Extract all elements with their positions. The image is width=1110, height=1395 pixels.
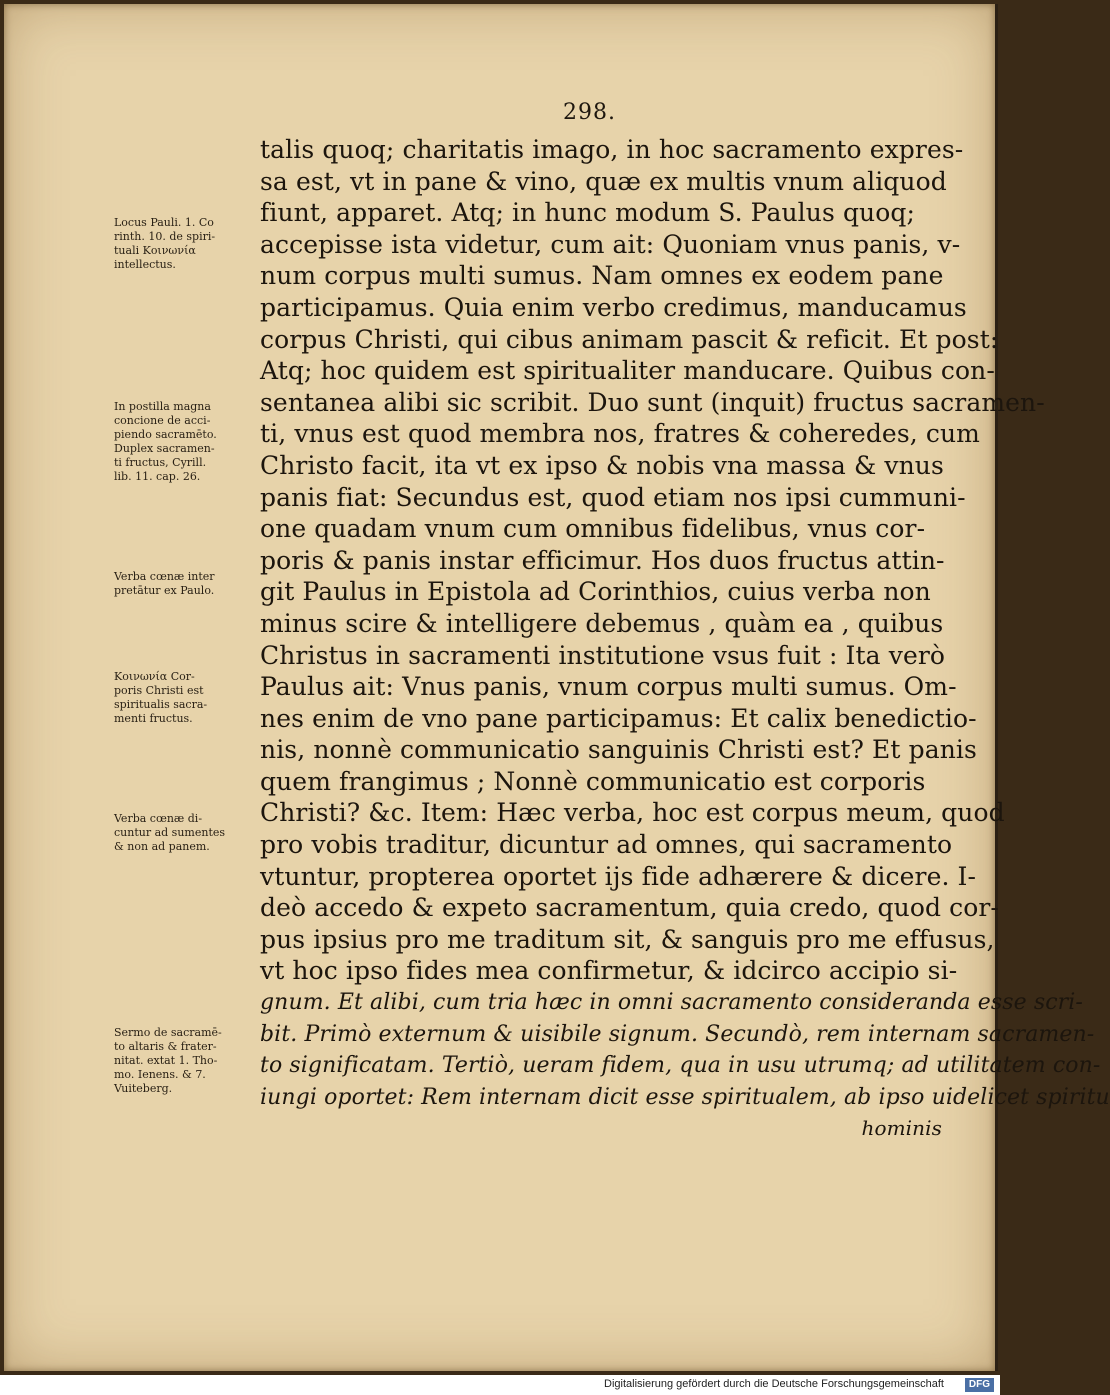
text-line: accepisse ista videtur, cum ait: Quoniam vnus panis, v- xyxy=(260,229,961,259)
margin-note-line: menti fructus. xyxy=(114,712,193,725)
margin-note xyxy=(114,570,272,598)
text-line: to significatam. Tertiò, ueram fidem, qua in usu utrumq; ad utilitatem con- xyxy=(260,1053,1101,1079)
margin-note-line: Sermo de sacramē- xyxy=(114,1026,222,1039)
margin-note xyxy=(114,400,272,484)
margin-note-line: nitat. extat 1. Tho- xyxy=(114,1054,218,1067)
margin-note xyxy=(114,1026,272,1096)
margin-note-line: rinth. 10. de spiri- xyxy=(114,230,216,243)
text-line: poris & panis instar efficimur. Hos duos fructus attin- xyxy=(260,545,945,575)
margin-note-line: intellectus. xyxy=(114,258,176,271)
margin-note xyxy=(114,812,272,854)
margin-note-line: cuntur ad sumentes xyxy=(114,826,226,839)
text-line: one quadam vnum cum omnibus fidelibus, vnus cor- xyxy=(260,514,926,544)
book-page xyxy=(4,4,1110,1371)
margin-note-line: spiritualis sacra- xyxy=(114,698,208,711)
text-line: nis, nonnè communicatio sanguinis Christi est? Et panis xyxy=(260,735,977,765)
catchword: hominis xyxy=(861,1116,942,1141)
text-line: vt hoc ipso fides mea confirmetur, & idcirco accipio si- xyxy=(260,956,958,986)
text-line: bit. Primò externum & uisibile signum. Secundò, rem internam sacramen- xyxy=(260,1021,1095,1047)
text-line: deò accedo & expeto sacramentum, quia credo, quod cor- xyxy=(260,893,999,923)
dfg-logo-icon: DFG xyxy=(965,1378,994,1392)
text-line: fiunt, apparet. Atq; in hunc modum S. Paulus quoq; xyxy=(260,198,916,228)
margin-note-line: lib. 11. cap. 26. xyxy=(114,470,201,483)
main-text xyxy=(260,134,1110,1145)
margin-note-line: In postilla magna xyxy=(114,400,211,413)
text-line: pro vobis traditur, dicuntur ad omnes, qui sacramento xyxy=(260,830,953,860)
margin-note-line: pretātur ex Paulo. xyxy=(114,584,215,597)
margin-note-line: poris Christi est xyxy=(114,684,204,697)
margin-note xyxy=(114,670,272,726)
text-line: sentanea alibi sic scribit. Duo sunt (inquit) fructus sacramen- xyxy=(260,387,1045,417)
text-line: corpus Christi, qui cibus animam pascit & reficit. Et post: xyxy=(260,324,999,354)
margin-note-line: Vuiteberg. xyxy=(114,1082,173,1095)
text-line: Paulus ait: Vnus panis, vnum corpus multi sumus. Om- xyxy=(260,672,957,702)
text-line: Christi? &c. Item: Hæc verba, hoc est corpus meum, quod xyxy=(260,798,1005,828)
margin-note-line: to altaris & frater- xyxy=(114,1040,217,1053)
text-line: num corpus multi sumus. Nam omnes ex eodem pane xyxy=(260,261,944,291)
text-line: vtuntur, propterea oportet ijs fide adhærere & dicere. I- xyxy=(260,861,977,891)
text-line: quem frangimus ; Nonnè communicatio est corporis xyxy=(260,766,926,796)
margin-note-line: concione de acci- xyxy=(114,414,211,427)
text-line: nes enim de vno pane participamus: Et calix benedictio- xyxy=(260,703,977,733)
margin-note-line: & non ad panem. xyxy=(114,840,210,853)
text-line: Christo facit, ita vt ex ipso & nobis vna massa & vnus xyxy=(260,450,944,480)
margin-note xyxy=(114,216,272,272)
margin-note-line: Κοινωνία Cor- xyxy=(114,670,195,683)
text-line: iungi oportet: Rem internam dicit esse spiritualem, ab ipso uidelicet spiritu xyxy=(260,1084,1110,1110)
text-line: gnum. Et alibi, cum tria hæc in omni sacramento consideranda esse scri- xyxy=(260,990,1083,1016)
text-line: participamus. Quia enim verbo credimus, manducamus xyxy=(260,292,967,322)
text-line: pus ipsius pro me traditum sit, & sanguis pro me effusus, xyxy=(260,924,995,954)
margin-note-line: Duplex sacramen- xyxy=(114,442,215,455)
footer-bar xyxy=(0,1375,1000,1395)
text-line: minus scire & intelligere debemus , quàm ea , quibus xyxy=(260,608,944,638)
margin-note-line: Verba cœnæ di- xyxy=(114,812,203,825)
text-line: panis fiat: Secundus est, quod etiam nos ipsi cummuni- xyxy=(260,482,966,512)
text-line: talis quoq; charitatis imago, in hoc sacramento expres- xyxy=(260,135,964,164)
text-line: Atq; hoc quidem est spiritualiter manducare. Quibus con- xyxy=(260,356,995,386)
margin-note-line: piendo sacramēto. xyxy=(114,428,217,441)
text-line: ti, vnus est quod membra nos, fratres & coheredes, cum xyxy=(260,419,980,449)
text-line: git Paulus in Epistola ad Corinthios, cuius verba non xyxy=(260,577,931,607)
margin-note-line: mo. Ienens. & 7. xyxy=(114,1068,206,1081)
margin-note-line: tuali Κοινωνία xyxy=(114,244,196,257)
margin-note-line: Locus Pauli. 1. Co xyxy=(114,216,214,229)
text-line: sa est, vt in pane & vino, quæ ex multis vnum aliquod xyxy=(260,166,947,196)
footer-credit: Digitalisierung gefördert durch die Deutsche Forschungsgemeinschaft xyxy=(604,1378,944,1390)
text-line: Christus in sacramenti institutione vsus fuit : Ita verò xyxy=(260,640,946,670)
margin-note-line: ti fructus, Cyrill. xyxy=(114,456,207,469)
page-number: 298. xyxy=(563,100,616,125)
margin-note-line: Verba cœnæ inter xyxy=(114,570,215,583)
